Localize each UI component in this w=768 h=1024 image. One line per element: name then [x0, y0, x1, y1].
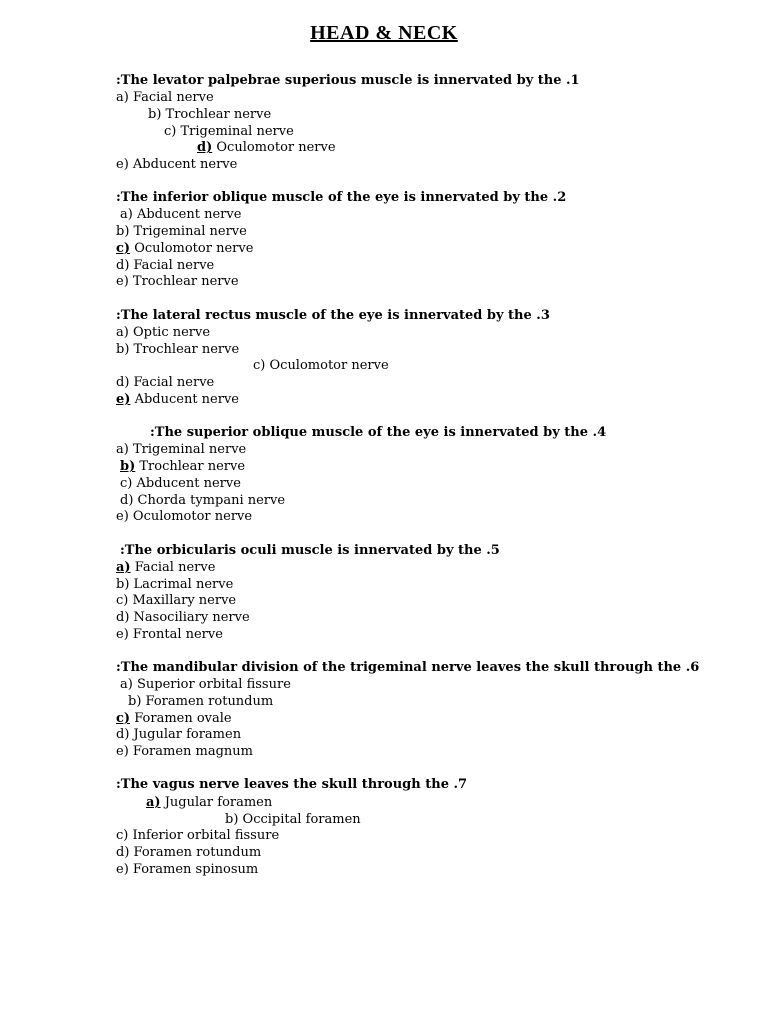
option-letter-correct: d): [197, 140, 213, 155]
option-text: Trigeminal nerve: [133, 224, 247, 239]
option-b[interactable]: [116, 224, 247, 240]
option-text: Nasociliary nerve: [133, 610, 250, 625]
question-text: :The superior oblique muscle of the eye is innervated by the .4: [150, 425, 607, 440]
option-text: Optic nerve: [132, 325, 211, 340]
option-text: Trochlear nerve: [139, 459, 246, 474]
option-text: Chorda tympani nerve: [137, 493, 286, 508]
question-text: :The mandibular division of the trigeminal nerve leaves the skull through the .6: [116, 660, 700, 675]
option-a[interactable]: [116, 90, 214, 106]
question-text: :The lateral rectus muscle of the eye is innervated by the .3: [116, 308, 550, 323]
option-c[interactable]: [116, 593, 236, 609]
option-letter-correct: b): [120, 459, 136, 474]
option-text: Abducent nerve: [136, 476, 241, 491]
option-text: Facial nerve: [133, 258, 215, 273]
option-a[interactable]: [116, 560, 215, 576]
option-text: Trochlear nerve: [165, 107, 272, 122]
option-text: Trigeminal nerve: [180, 124, 294, 139]
option-letter: e): [116, 744, 129, 759]
option-text: Frontal nerve: [132, 627, 223, 642]
option-letter: a): [116, 442, 129, 457]
option-c[interactable]: [116, 711, 232, 727]
option-letter: c): [253, 358, 266, 373]
option-text: Oculomotor nerve: [134, 241, 254, 256]
option-letter: c): [164, 124, 177, 139]
option-a[interactable]: [116, 325, 210, 341]
option-text: Oculomotor nerve: [269, 358, 389, 373]
option-e[interactable]: [116, 509, 252, 525]
option-a[interactable]: [120, 677, 291, 693]
option-text: Foramen magnum: [132, 744, 254, 759]
option-e[interactable]: [116, 862, 258, 878]
option-d[interactable]: [197, 140, 336, 156]
option-a[interactable]: [116, 442, 246, 458]
page-title: HEAD & NECK: [310, 22, 458, 44]
option-letter-correct: e): [116, 392, 131, 407]
question-text: :The levator palpebrae superious muscle is innervated by the .1: [116, 73, 580, 88]
option-d[interactable]: [116, 375, 214, 391]
option-text: Facial nerve: [132, 90, 214, 105]
option-text: Facial nerve: [134, 560, 216, 575]
option-d[interactable]: [116, 610, 250, 626]
question-text: :The vagus nerve leaves the skull through the .7: [116, 777, 468, 792]
option-text: Jugular foramen: [164, 795, 273, 810]
option-text: Trigeminal nerve: [132, 442, 247, 457]
option-b[interactable]: [116, 577, 233, 593]
option-text: Lacrimal nerve: [133, 577, 234, 592]
option-text: Oculomotor nerve: [216, 140, 336, 155]
option-letter: e): [116, 627, 129, 642]
option-text: Foramen ovale: [134, 711, 232, 726]
option-text: Trochlear nerve: [132, 274, 239, 289]
option-text: Inferior orbital fissure: [132, 828, 280, 843]
option-letter: b): [116, 342, 130, 357]
option-e[interactable]: [116, 157, 237, 173]
option-text: Foramen rotundum: [145, 694, 274, 709]
option-d[interactable]: [116, 258, 214, 274]
option-c[interactable]: [164, 124, 294, 140]
option-text: Facial nerve: [133, 375, 215, 390]
option-e[interactable]: [116, 744, 253, 760]
option-text: Oculomotor nerve: [132, 509, 253, 524]
option-c[interactable]: [116, 828, 279, 844]
option-letter: d): [116, 610, 130, 625]
option-letter: b): [128, 694, 142, 709]
option-letter: e): [116, 862, 129, 877]
option-letter-correct: c): [116, 241, 131, 256]
option-text: Abducent nerve: [134, 392, 239, 407]
option-text: Jugular foramen: [133, 727, 242, 742]
question-text: :The inferior oblique muscle of the eye is innervated by the .2: [116, 190, 567, 205]
option-letter: c): [116, 828, 129, 843]
option-b[interactable]: [225, 812, 361, 828]
option-c[interactable]: [253, 358, 389, 374]
question-text: :The orbicularis oculi muscle is innervated by the .5: [120, 543, 500, 558]
option-d[interactable]: [116, 727, 241, 743]
option-letter: b): [225, 812, 239, 827]
option-letter: d): [116, 727, 130, 742]
option-a[interactable]: [120, 207, 241, 223]
option-letter: d): [116, 845, 130, 860]
option-b[interactable]: [120, 459, 245, 475]
option-letter: c): [120, 476, 133, 491]
option-text: Maxillary nerve: [132, 593, 237, 608]
option-letter: a): [116, 90, 129, 105]
option-letter: a): [116, 325, 129, 340]
option-letter-correct: a): [146, 795, 161, 810]
option-b[interactable]: [128, 694, 273, 710]
option-e[interactable]: [116, 627, 223, 643]
option-text: Superior orbital fissure: [136, 677, 291, 692]
option-e[interactable]: [116, 274, 239, 290]
option-text: Abducent nerve: [136, 207, 242, 222]
option-letter: d): [116, 375, 130, 390]
option-letter: d): [116, 258, 130, 273]
option-letter: a): [120, 677, 133, 692]
option-d[interactable]: [116, 845, 261, 861]
option-e[interactable]: [116, 392, 239, 408]
option-text: Foramen spinosum: [132, 862, 259, 877]
option-letter: b): [116, 577, 130, 592]
option-letter: e): [116, 274, 129, 289]
option-text: Abducent nerve: [132, 157, 238, 172]
option-letter: d): [120, 493, 134, 508]
option-b[interactable]: [148, 107, 271, 123]
option-b[interactable]: [116, 342, 239, 358]
option-letter: b): [116, 224, 130, 239]
option-c[interactable]: [116, 241, 253, 257]
option-letter: e): [116, 509, 129, 524]
option-letter: b): [148, 107, 162, 122]
option-letter: e): [116, 157, 129, 172]
option-letter: c): [116, 593, 129, 608]
option-text: Occipital foramen: [242, 812, 361, 827]
option-d[interactable]: [120, 493, 285, 509]
option-letter: a): [120, 207, 133, 222]
option-a[interactable]: [146, 795, 272, 811]
option-text: Foramen rotundum: [133, 845, 262, 860]
option-c[interactable]: [120, 476, 241, 492]
option-letter-correct: c): [116, 711, 131, 726]
option-text: Trochlear nerve: [133, 342, 240, 357]
option-letter-correct: a): [116, 560, 131, 575]
